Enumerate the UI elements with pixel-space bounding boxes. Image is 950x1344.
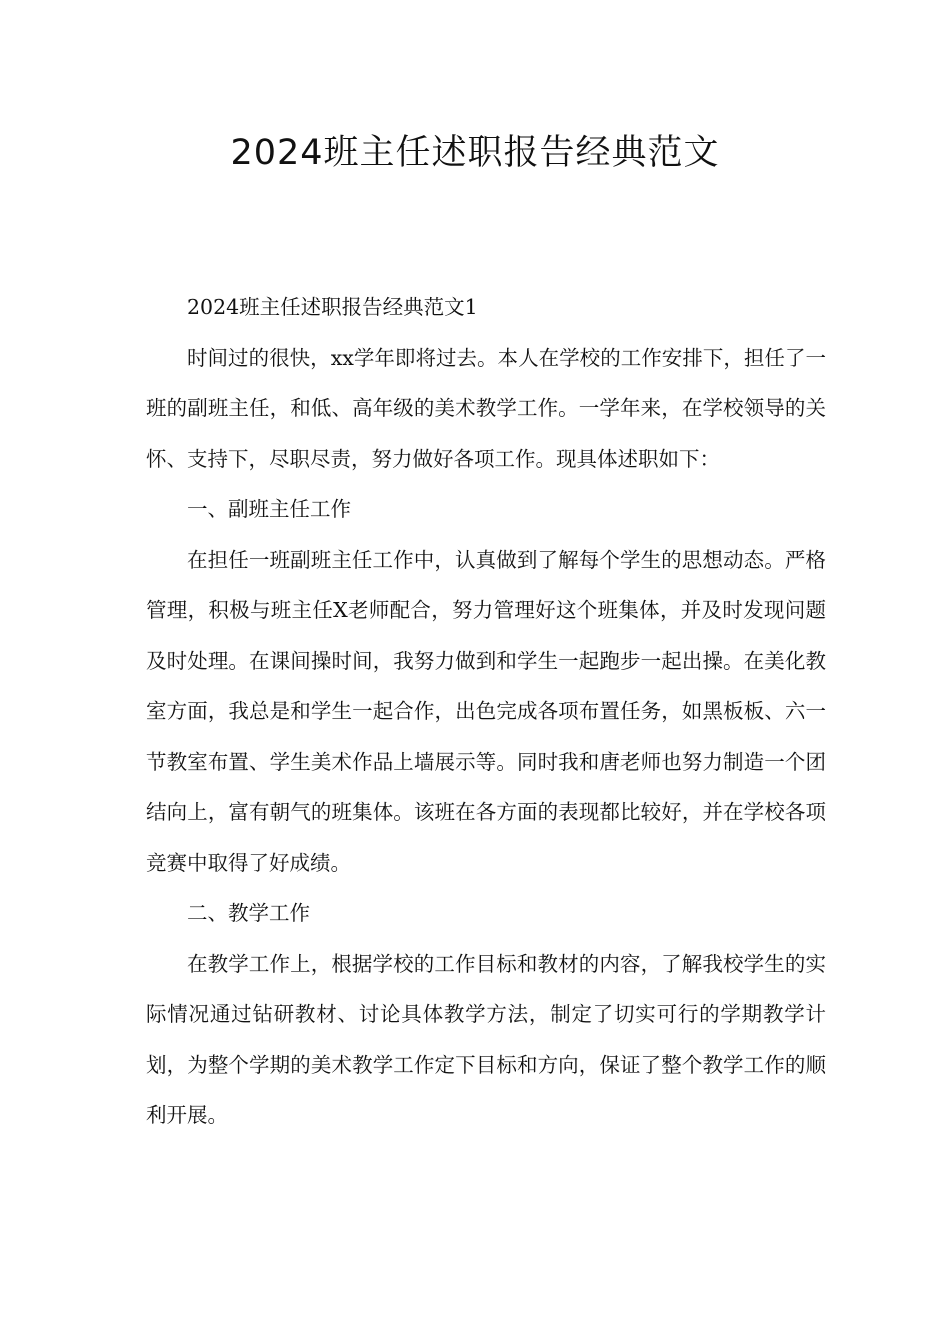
deputy-class-teacher-paragraph: 在担任一班副班主任工作中，认真做到了解每个学生的思想动态。严格管理，积极与班主任X老师配合，努力管理好这个班集体，并及时发现问题及时处理。在课间操时间，我努力做到和学生一起跑步一起出操。在美化教室方面，我总是和学生一起合作，出色完成各项布置任务，如黑板板、六一节教室布置、学生美术作品上墙展示等。同时我和唐老师也努力制造一个团结向上，富有朝气的班集体。该班在各方面的表现都比较好，并在学校各项竞赛中取得了好成绩。 xyxy=(146,547,826,875)
intro-paragraph: 时间过的很快，xx学年即将过去。本人在学校的工作安排下，担任了一班的副班主任，和低、高年级的美术教学工作。一学年来，在学校领导的关怀、支持下，尽职尽责，努力做好各项工作。现具体述职如下： xyxy=(146,345,826,471)
section-heading-deputy-class-teacher: 一、副班主任工作 xyxy=(187,497,351,521)
section-heading-report-1: 2024班主任述职报告经典范文1 xyxy=(187,295,478,319)
document-title: 2024班主任述职报告经典范文 xyxy=(230,133,720,173)
teaching-work-paragraph: 在教学工作上，根据学校的工作目标和教材的内容，了解我校学生的实际情况通过钻研教材、讨论具体教学方法，制定了切实可行的学期教学计划，为整个学期的美术教学工作定下目标和方向，保证了整个教学工作的顺利开展。 xyxy=(146,951,826,1127)
document-body xyxy=(146,282,826,1141)
section-heading-teaching-work: 二、教学工作 xyxy=(187,901,310,925)
